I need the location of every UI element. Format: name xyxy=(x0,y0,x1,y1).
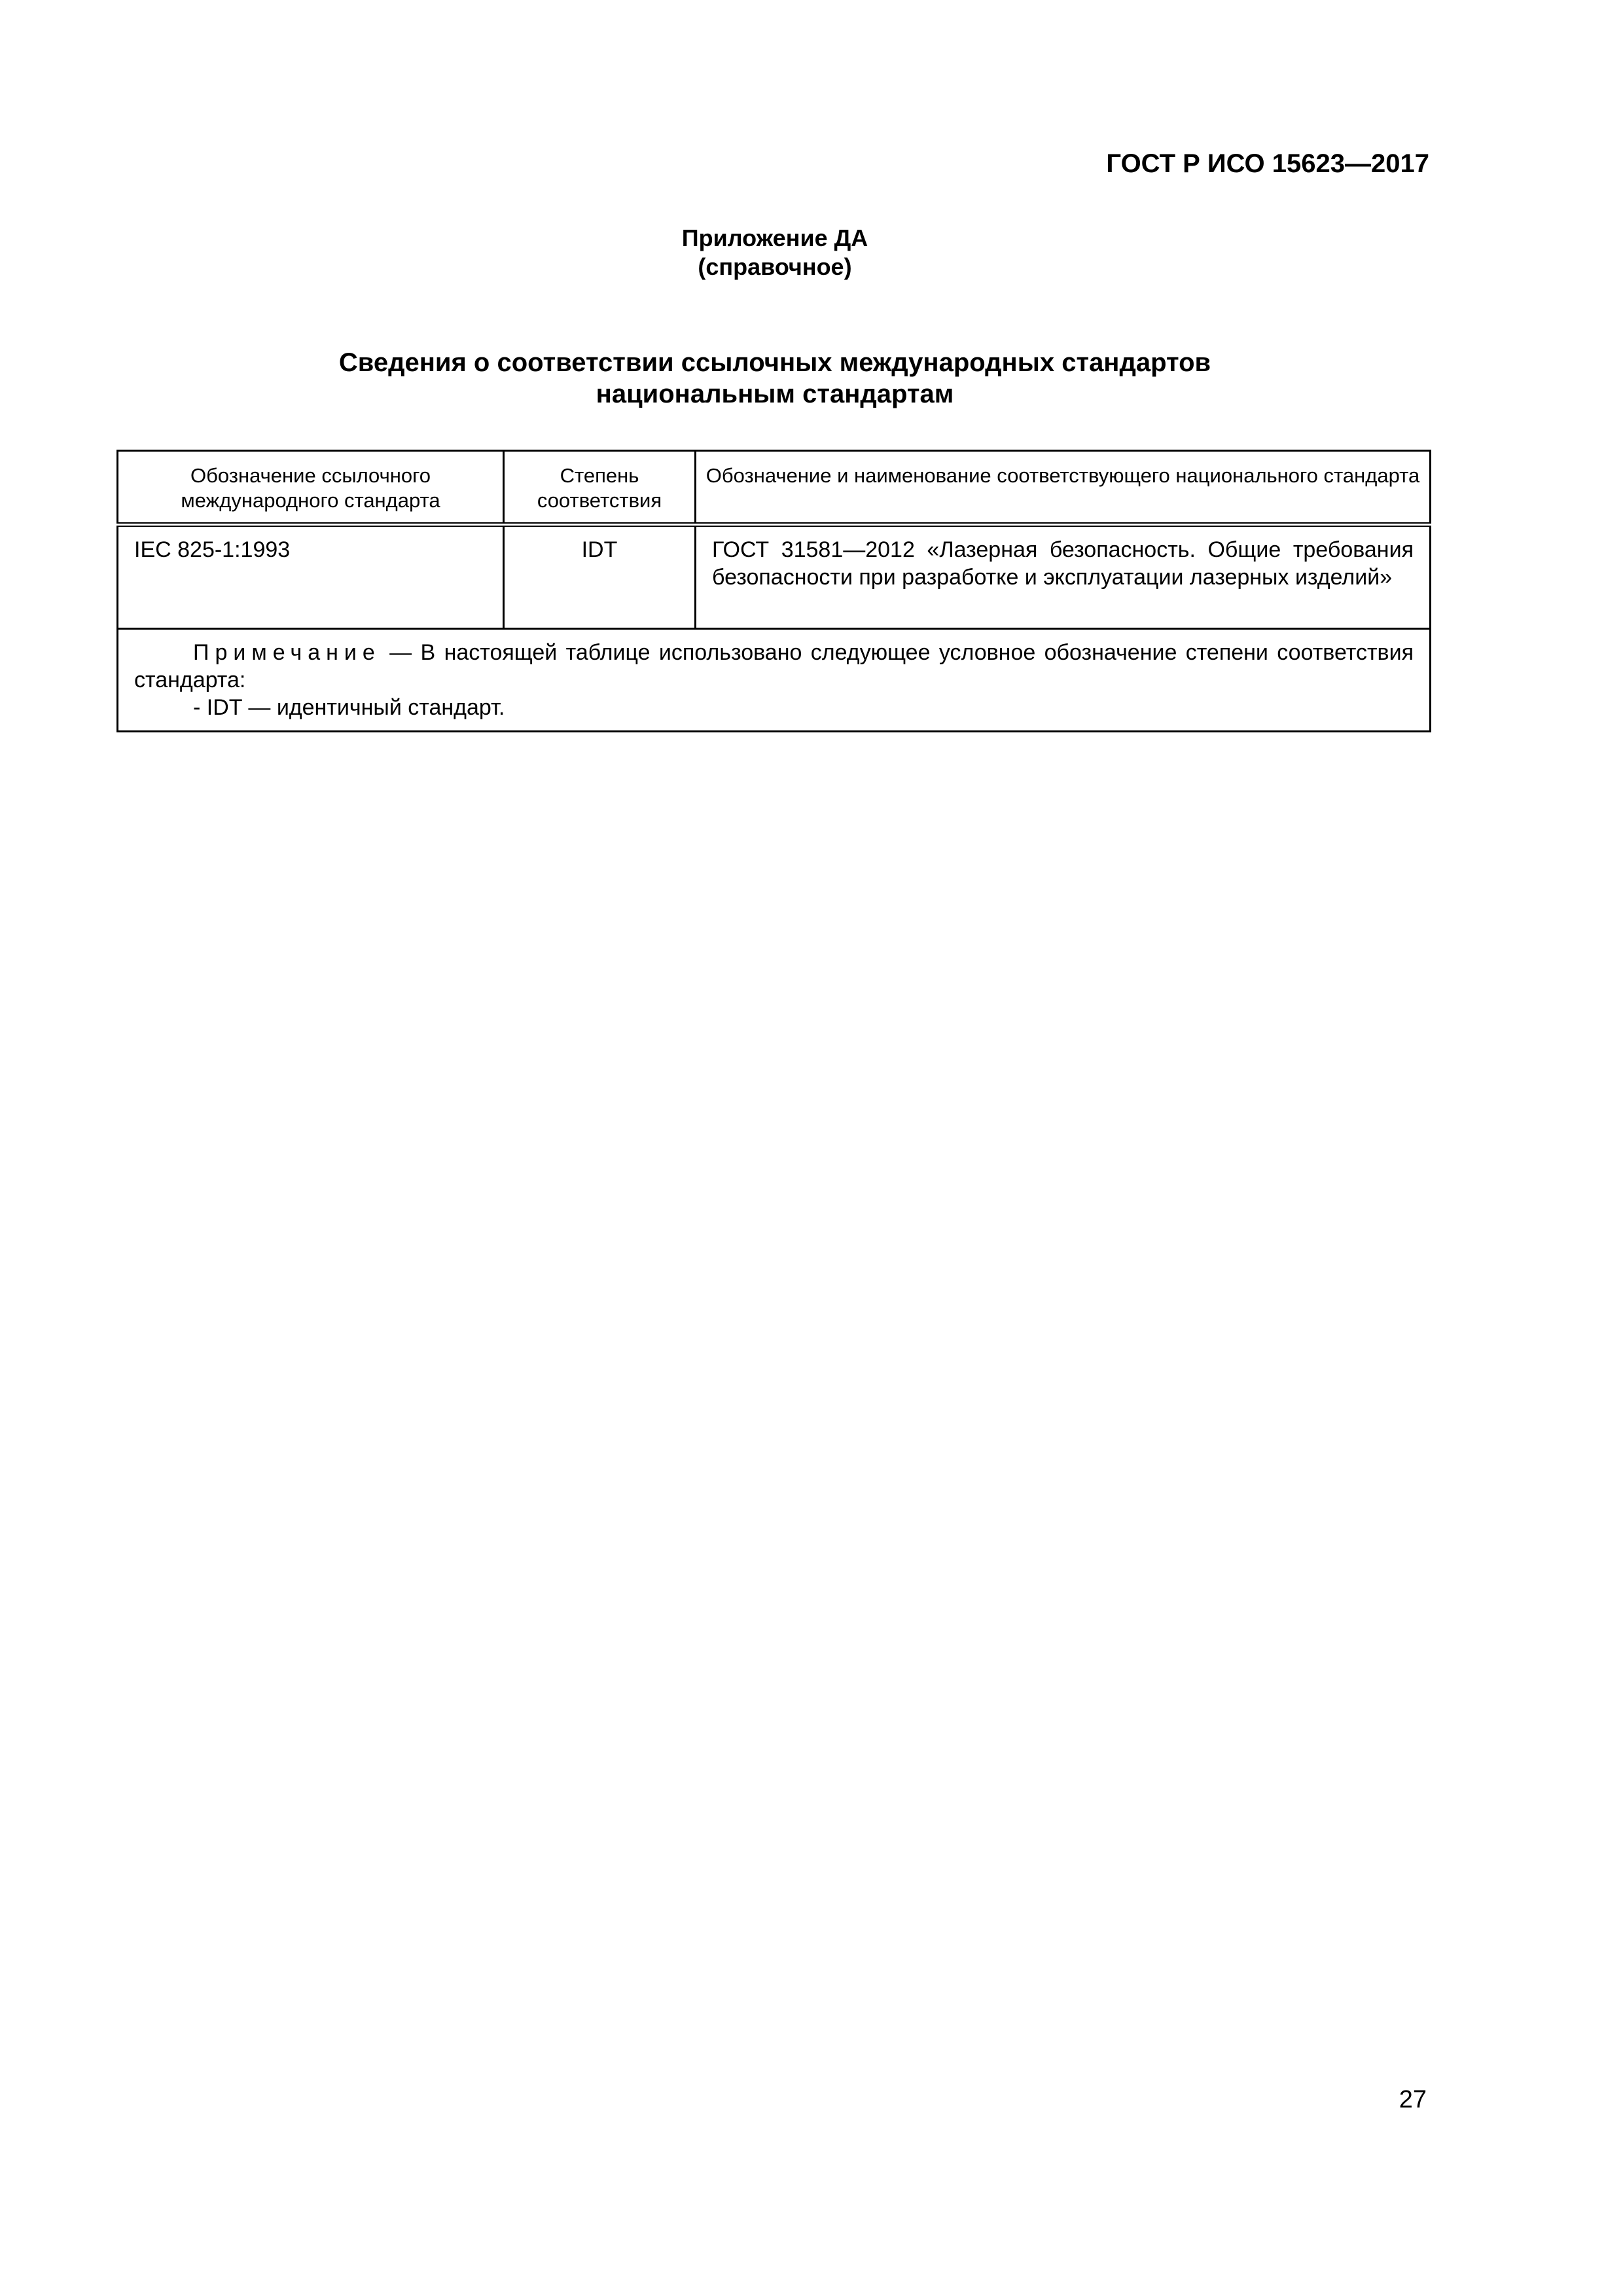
cell-degree: IDT xyxy=(504,525,696,629)
appendix-heading xyxy=(0,224,1550,281)
cell-designation: IEC 825-1:1993 xyxy=(118,525,504,629)
table-row xyxy=(118,525,1431,629)
document-title-line-2: национальным стандартам xyxy=(596,380,954,408)
appendix-type: (справочное) xyxy=(698,253,852,280)
note-row xyxy=(118,629,1431,732)
document-title xyxy=(0,347,1550,410)
note-cell xyxy=(118,629,1431,732)
header-degree: Степень соответствия xyxy=(504,451,696,525)
page-number: 27 xyxy=(1399,2086,1427,2113)
header-designation: Обозначение ссылочного международного стандарта xyxy=(118,451,504,525)
standard-code: ГОСТ Р ИСО 15623—2017 xyxy=(1106,149,1429,178)
note-text: — В настоящей таблице использовано следующее условное обозначение степени соответствия стандарта: xyxy=(134,640,1414,692)
note-item: - IDT — идентичный стандарт. xyxy=(193,695,505,720)
header-national: Обозначение и наименование соответствующего национального стандарта xyxy=(696,451,1431,525)
note-label: Примечание xyxy=(193,640,381,665)
correspondence-table xyxy=(116,450,1431,732)
appendix-title: Приложение ДА xyxy=(681,224,868,251)
note-paragraph xyxy=(134,639,1414,694)
table-header-row xyxy=(118,451,1431,525)
cell-national: ГОСТ 31581—2012 «Лазерная безопасность. Общие требования безопасности при разработке и эксплуатации лазерных изделий» xyxy=(696,525,1431,629)
document-title-line-1: Сведения о соответствии ссылочных международных стандартов xyxy=(338,348,1211,377)
